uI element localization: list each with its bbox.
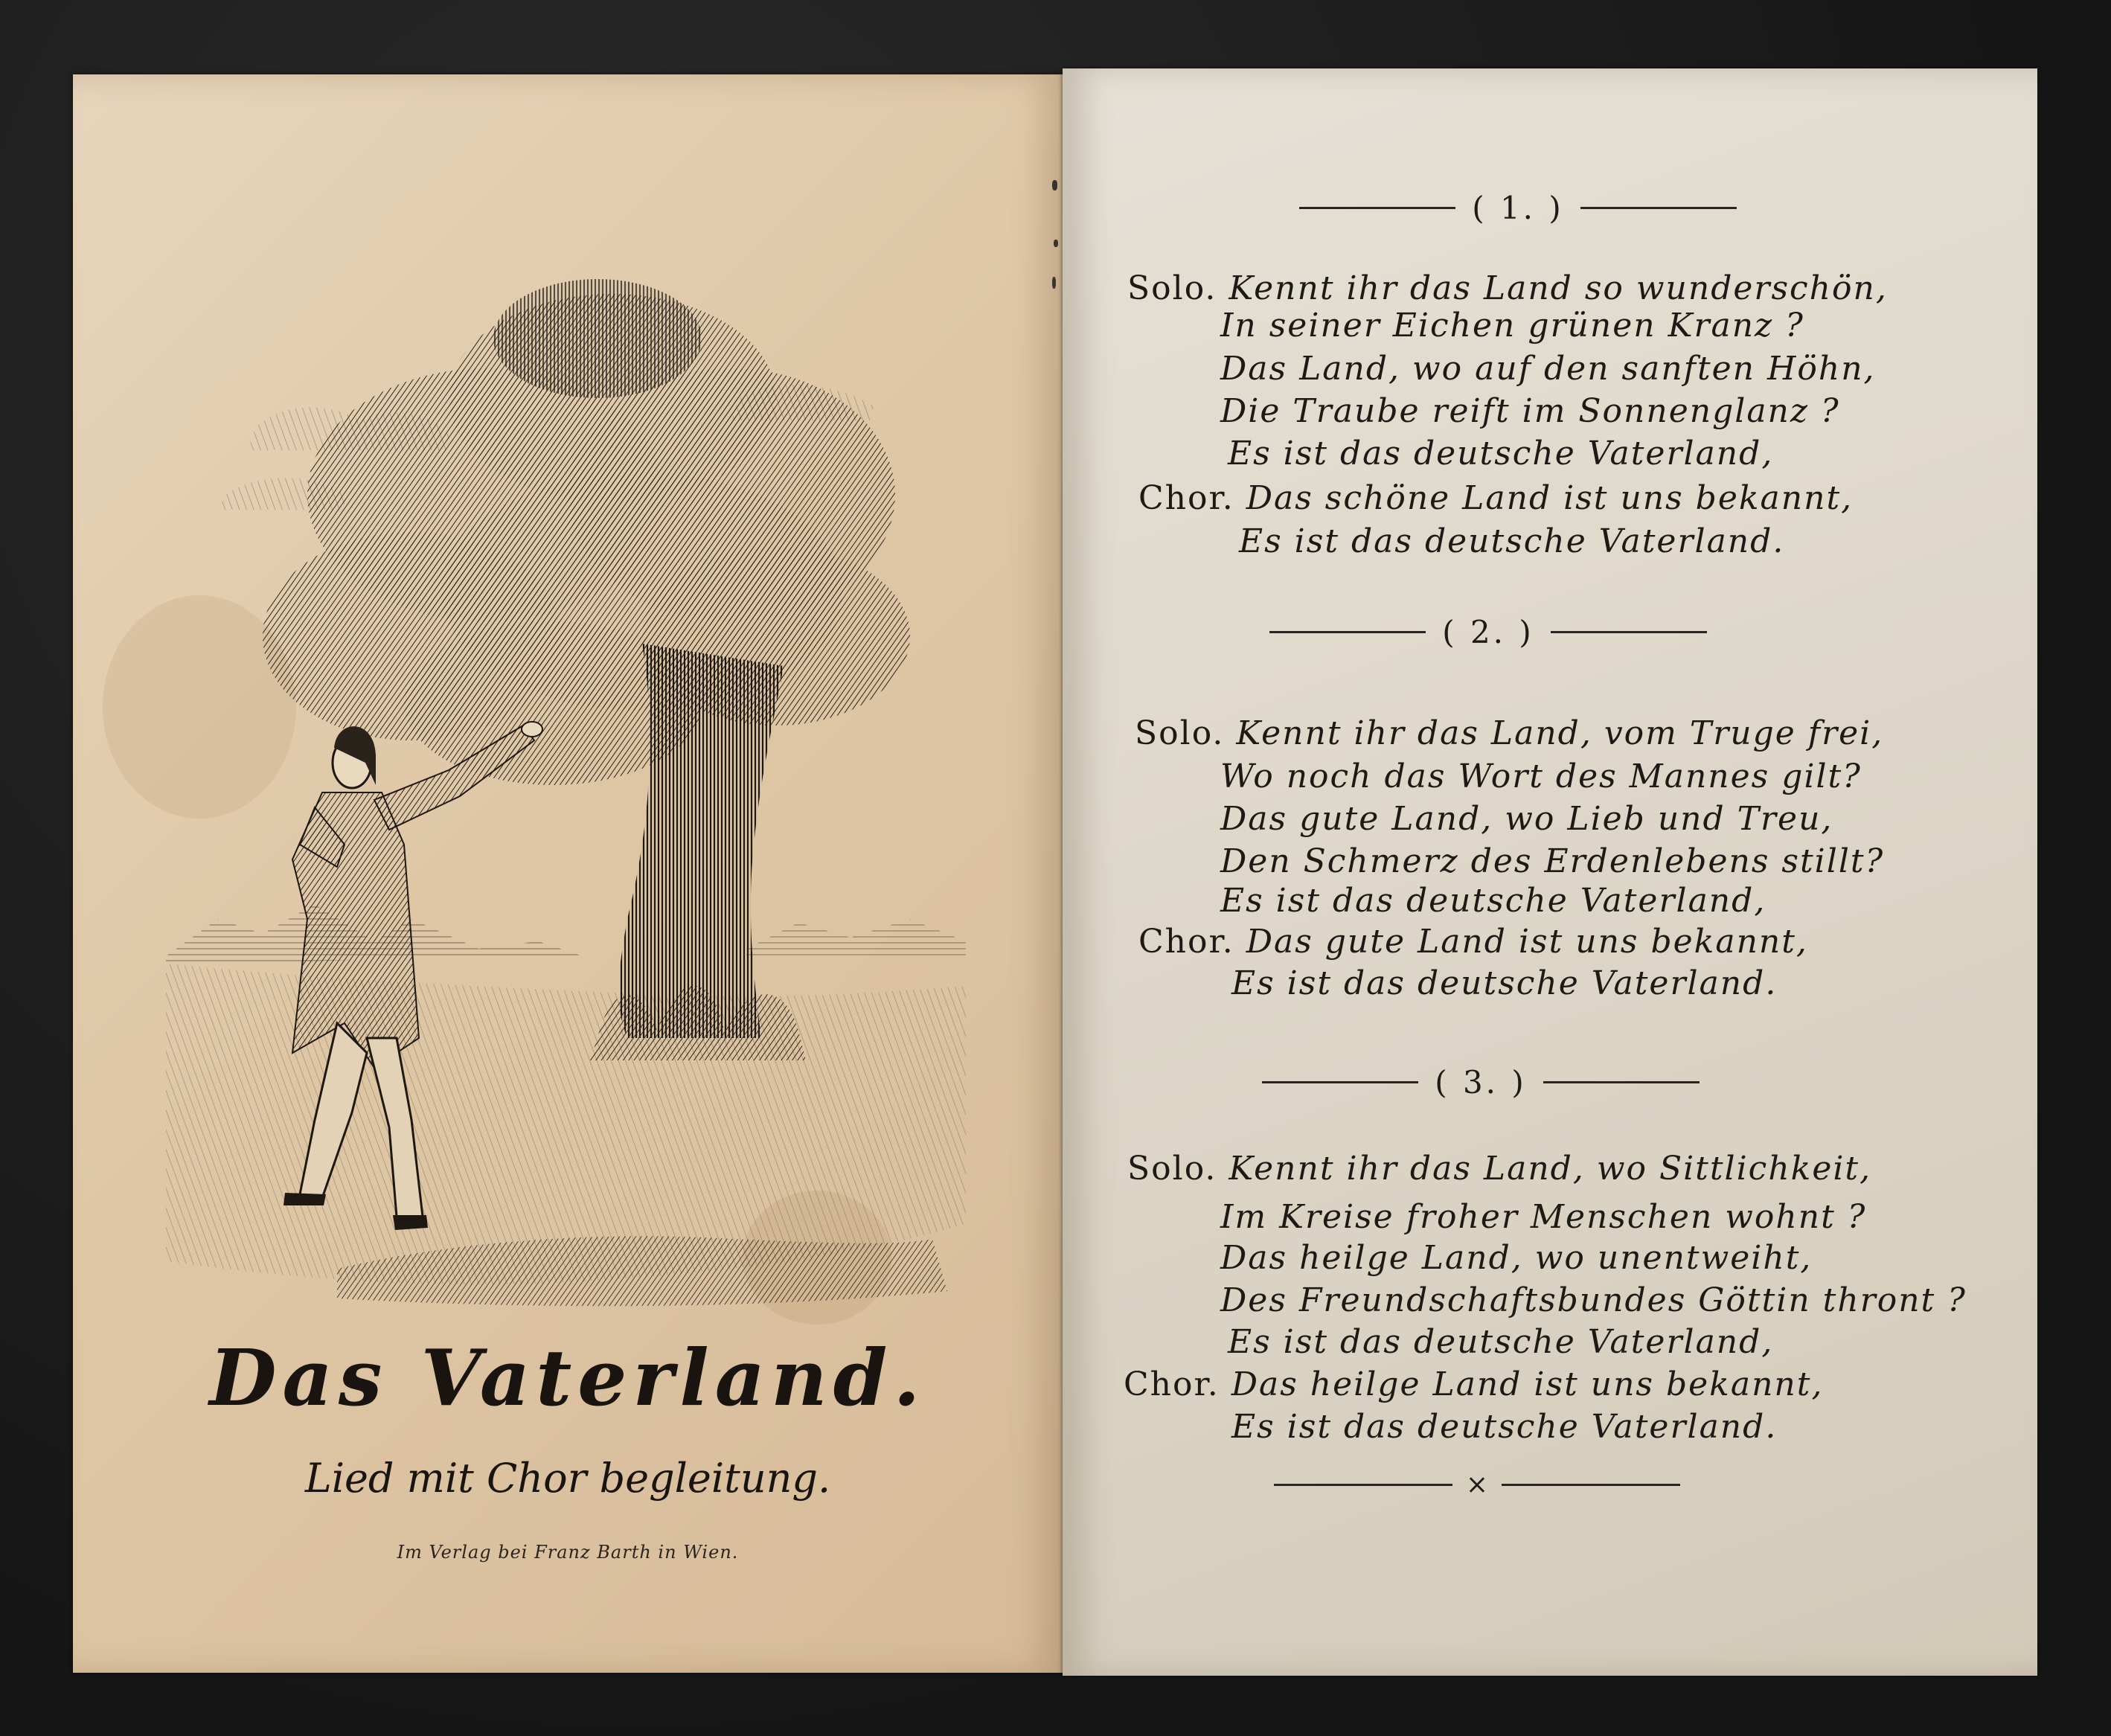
verse-text: Das gute Land ist uns bekannt, xyxy=(1246,923,1808,961)
verse-text: Das gute Land, wo Lieb und Treu, xyxy=(1220,800,1833,838)
voice-label: Chor. xyxy=(1138,923,1234,961)
stanza-number: ( 2. ) xyxy=(1442,614,1534,650)
verse-text: Das schöne Land ist uns bekannt, xyxy=(1246,479,1854,517)
verse-line xyxy=(1220,842,1884,880)
ink-speck xyxy=(1052,180,1057,190)
rule-left xyxy=(1269,631,1426,633)
verse-line xyxy=(1138,923,1808,961)
verse-text: Die Traube reift im Sonnenglanz ? xyxy=(1220,392,1840,430)
verse-line xyxy=(1127,1150,1871,1188)
end-ornament xyxy=(1217,1470,1737,1500)
verse-line xyxy=(1231,1408,1777,1446)
verse-text: Kennt ihr das Land so wunderschön, xyxy=(1229,269,1888,307)
verse-text: Es ist das deutsche Vaterland, xyxy=(1220,882,1766,920)
verse-line xyxy=(1231,964,1777,1002)
verse-line xyxy=(1228,1323,1773,1361)
verse-text: In seiner Eichen grünen Kranz ? xyxy=(1220,307,1804,345)
verse-line xyxy=(1124,1365,1823,1403)
verse-text: Das heilge Land, wo unentweiht, xyxy=(1220,1239,1813,1277)
page-title: Das Vaterland. xyxy=(209,1332,926,1423)
voice-label: Solo. xyxy=(1127,269,1217,307)
verse-text: Kennt ihr das Land, vom Truge frei, xyxy=(1236,714,1884,752)
verse-text: Es ist das deutsche Vaterland. xyxy=(1239,522,1785,560)
voice-label: Chor. xyxy=(1138,479,1234,517)
verse-line xyxy=(1220,882,1766,920)
rule-right xyxy=(1543,1081,1700,1083)
stanza-heading xyxy=(1235,190,1801,226)
rule-right xyxy=(1580,207,1737,209)
verse-text: Des Freundschaftsbundes Göttin thront ? xyxy=(1220,1281,1967,1319)
rule-left xyxy=(1274,1484,1452,1486)
stanza-heading xyxy=(1205,614,1771,650)
rule-left xyxy=(1299,207,1455,209)
verse-line xyxy=(1220,307,1804,345)
verse-text: Wo noch das Wort des Mannes gilt? xyxy=(1220,758,1862,795)
rule-left xyxy=(1262,1081,1418,1083)
subtitle: Lied mit Chor begleitung. xyxy=(304,1455,831,1502)
verse-line xyxy=(1127,269,1888,307)
ink-speck xyxy=(1054,240,1058,247)
verse-text: Es ist das deutsche Vaterland, xyxy=(1228,435,1774,473)
engraving-illustration xyxy=(166,249,966,1310)
verse-text: Im Kreise froher Menschen wohnt ? xyxy=(1220,1198,1867,1236)
bushes xyxy=(590,986,806,1060)
ink-speck xyxy=(1052,277,1056,289)
verse-line xyxy=(1220,392,1840,430)
tree-canopy xyxy=(263,279,910,785)
verse-line xyxy=(1220,1198,1866,1236)
verse-text: Es ist das deutsche Vaterland. xyxy=(1231,1408,1778,1446)
verse-line xyxy=(1220,1239,1812,1277)
verse-line xyxy=(1220,758,1862,795)
verse-line xyxy=(1239,522,1784,560)
verse-line xyxy=(1220,800,1833,838)
verse-line xyxy=(1220,350,1876,388)
rule-right xyxy=(1502,1484,1680,1486)
cross-ornament: × xyxy=(1465,1470,1489,1500)
voice-label: Solo. xyxy=(1127,1150,1217,1188)
verse-text: Den Schmerz des Erdenlebens stillt? xyxy=(1220,842,1885,880)
verse-text: Das heilge Land ist uns bekannt, xyxy=(1231,1365,1824,1403)
verse-text: Das Land, wo auf den sanften Höhn, xyxy=(1220,350,1876,388)
voice-label: Solo. xyxy=(1135,714,1225,752)
verse-line xyxy=(1220,1281,1967,1319)
verse-text: Kennt ihr das Land, wo Sittlichkeit, xyxy=(1229,1150,1872,1188)
left-page xyxy=(73,74,1063,1673)
ground xyxy=(166,964,966,1284)
voice-label: Chor. xyxy=(1124,1365,1220,1403)
verse-text: Es ist das deutsche Vaterland, xyxy=(1228,1323,1774,1361)
verse-line xyxy=(1138,479,1853,517)
rule-right xyxy=(1551,631,1707,633)
publisher-imprint: Im Verlag bei Franz Barth in Wien. xyxy=(397,1542,739,1563)
verse-text: Es ist das deutsche Vaterland. xyxy=(1231,964,1778,1002)
verse-line xyxy=(1228,435,1773,473)
stanza-heading xyxy=(1198,1064,1764,1101)
verse-line xyxy=(1135,714,1883,752)
stanza-number: ( 3. ) xyxy=(1435,1064,1527,1101)
stanza-number: ( 1. ) xyxy=(1472,190,1564,226)
